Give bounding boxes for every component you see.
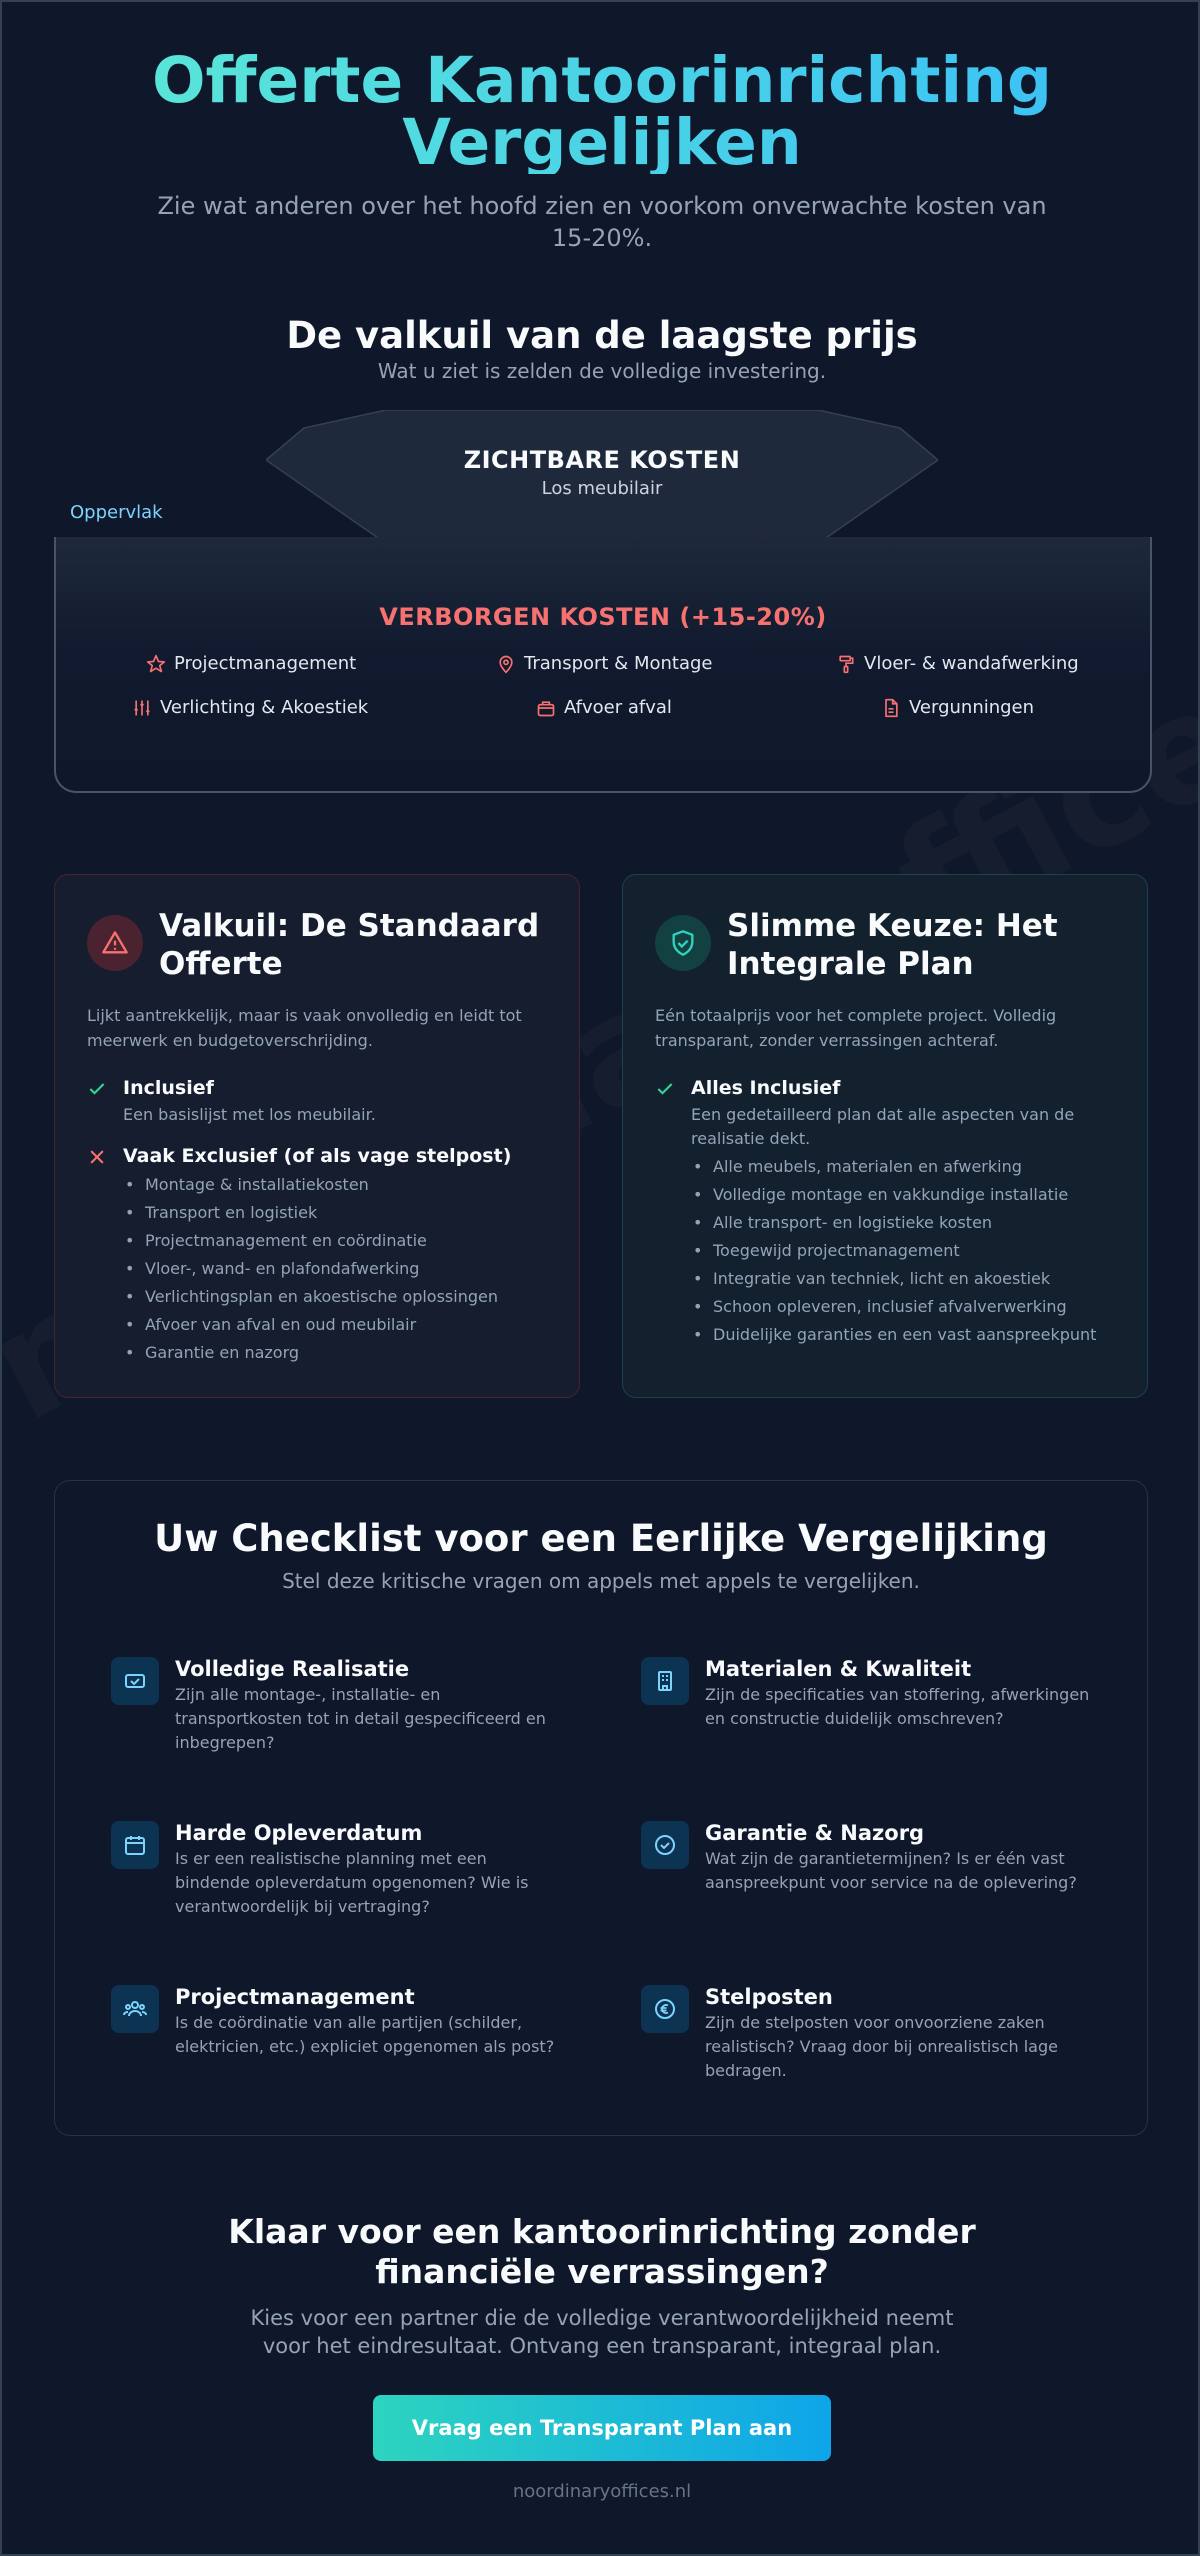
visible-costs-title: ZICHTBARE KOSTEN — [463, 446, 741, 474]
calendar-icon — [123, 1833, 147, 1857]
excluded-item: • Montage & installatiekosten — [123, 1171, 498, 1199]
footer-site[interactable]: noordinaryoffices.nl — [512, 2481, 692, 2502]
hidden-cost-label: Afvoer afval — [564, 697, 672, 718]
excluded-list — [123, 1171, 498, 1367]
team-icon — [123, 1997, 147, 2021]
cross-icon — [87, 1147, 107, 1167]
checklist-item-title: Stelposten — [705, 1985, 833, 2009]
excluded-item: • Transport en logistiek — [123, 1199, 498, 1227]
card-icon-wrap — [87, 915, 143, 971]
hidden-cost-label: Transport & Montage — [524, 653, 713, 674]
checklist-item-title: Harde Opleverdatum — [175, 1821, 423, 1845]
location-pin-icon — [496, 654, 516, 674]
checklist-icon-wrap — [111, 1821, 159, 1869]
included-sub: Een basislijst met los meubilair. — [123, 1105, 376, 1124]
integral-plan-card — [622, 874, 1148, 1398]
hidden-costs-title: VERBORGEN KOSTEN (+15-20%) — [379, 603, 827, 631]
hidden-cost-label: Vloer- & wandafwerking — [864, 653, 1079, 674]
iceberg-tip-shape — [266, 410, 938, 540]
included-sub: Een gedetailleerd plan dat alle aspecten van de realisatie dekt. — [691, 1105, 1075, 1148]
excluded-item: • Afvoer van afval en oud meubilair — [123, 1311, 498, 1339]
checklist-icon-wrap — [111, 1657, 159, 1705]
included-item: • Integratie van techniek, licht en akoestiek — [691, 1265, 1096, 1293]
checklist-item-text: Zijn de stelposten voor onvoorziene zaken realistisch? Vraag door bij onrealistisch lage bedragen. — [705, 2013, 1058, 2080]
checklist-item-text: Zijn de specificaties van stoffering, afwerkingen en constructie duidelijk omschreven? — [705, 1685, 1090, 1728]
included-item: • Toegewijd projectmanagement — [691, 1237, 1096, 1265]
card-title: Valkuil: De Standaard Offerte — [159, 908, 540, 982]
included-item: • Duidelijke garanties en een vast aanspreekpunt — [691, 1321, 1096, 1349]
checklist-item-title: Volledige Realisatie — [175, 1657, 410, 1681]
hero-title: Offerte Kantoorinrichting Vergelijken — [2, 50, 1200, 174]
included-list — [691, 1153, 1096, 1349]
checklist-icon-wrap — [111, 1985, 159, 2033]
checklist-item-title: Materialen & Kwaliteit — [705, 1657, 972, 1681]
hidden-cost-label: Verlichting & Akoestiek — [160, 697, 369, 718]
card-description: Lijkt aantrekkelijk, maar is vaak onvolledig en leidt tot meerwerk en budgetoverschrijding. — [87, 1006, 522, 1050]
pitfall-title: De valkuil van de laagste prijs — [286, 314, 918, 357]
surface-label: Oppervlak — [70, 502, 163, 523]
included-item: • Alle transport- en logistieke kosten — [691, 1209, 1096, 1237]
excluded-head: Vaak Exclusief (of als vage stelpost) — [123, 1145, 512, 1167]
hidden-cost-item — [146, 653, 356, 674]
visible-costs-sub: Los meubilair — [541, 478, 663, 499]
checkmark-icon — [655, 1079, 675, 1099]
checklist-icon-wrap — [641, 1821, 689, 1869]
bin-icon — [536, 698, 556, 718]
check-circle-icon — [653, 1833, 677, 1857]
hidden-cost-item — [132, 697, 368, 718]
included-item: • Volledige montage en vakkundige installatie — [691, 1181, 1096, 1209]
cta-title: Klaar voor een kantoorinrichting zonder financiële verrassingen? — [228, 2212, 976, 2291]
hidden-cost-label: Projectmanagement — [174, 653, 357, 674]
checklist-item-text: Is de coördinatie van alle partijen (schilder, elektricien, etc.) expliciet opgenomen als post? — [175, 2013, 555, 2056]
hidden-cost-item — [496, 653, 712, 674]
pitfall-subtitle: Wat u ziet is zelden de volledige investering. — [377, 359, 827, 383]
excluded-item: • Verlichtingsplan en akoestische oplossingen — [123, 1283, 498, 1311]
checklist-item-title: Garantie & Nazorg — [705, 1821, 925, 1845]
paint-roller-icon — [836, 654, 856, 674]
included-head: Alles Inclusief — [691, 1077, 841, 1099]
card-icon-wrap — [655, 915, 711, 971]
included-head: Inclusief — [123, 1077, 214, 1099]
excluded-item: • Garantie en nazorg — [123, 1339, 498, 1367]
checklist-subtitle: Stel deze kritische vragen om appels met appels te vergelijken. — [282, 1569, 920, 1593]
hidden-cost-item — [881, 697, 1034, 718]
checklist-icon-wrap — [641, 1985, 689, 2033]
checkmark-icon — [87, 1079, 107, 1099]
truck-check-icon — [123, 1669, 147, 1693]
checklist-item-text: Wat zijn de garantietermijnen? Is er één vast aanspreekpunt voor service na de oplevering? — [705, 1849, 1077, 1892]
card-title: Slimme Keuze: Het Integrale Plan — [727, 908, 1058, 982]
warning-triangle-icon — [101, 929, 129, 957]
sliders-icon — [132, 698, 152, 718]
checklist-title: Uw Checklist voor een Eerlijke Vergelijking — [154, 1517, 1048, 1560]
euro-coin-icon — [653, 1997, 677, 2021]
included-item: • Schoon opleveren, inclusief afvalverwerking — [691, 1293, 1096, 1321]
hidden-costs-panel — [54, 537, 1152, 793]
excluded-item: • Vloer-, wand- en plafondafwerking — [123, 1255, 498, 1283]
cta-subtitle: Kies voor een partner die de volledige verantwoordelijkheid neemt voor het eindresultaat. Ontvang een transparant, integraal plan. — [250, 2306, 954, 2358]
excluded-item: • Projectmanagement en coördinatie — [123, 1227, 498, 1255]
card-description: Eén totaalprijs voor het complete project. Volledig transparant, zonder verrassingen achteraf. — [655, 1006, 1057, 1050]
building-icon — [653, 1669, 677, 1693]
document-icon — [881, 698, 901, 718]
standard-offer-card — [54, 874, 580, 1398]
checklist-panel — [54, 1480, 1148, 2136]
included-item: • Alle meubels, materialen en afwerking — [691, 1153, 1096, 1181]
hero-subtitle: Zie wat anderen over het hoofd zien en voorkom onverwachte kosten van 15-20%. — [157, 192, 1047, 252]
star-icon — [146, 654, 166, 674]
checklist-item-title: Projectmanagement — [175, 1985, 415, 2009]
checklist-item-text: Zijn alle montage-, installatie- en transportkosten tot in detail gespecificeerd en inbegrepen? — [175, 1685, 546, 1752]
shield-check-icon — [669, 929, 697, 957]
checklist-icon-wrap — [641, 1657, 689, 1705]
hidden-cost-label: Vergunningen — [909, 697, 1035, 718]
request-plan-button[interactable]: Vraag een Transparant Plan aan — [373, 2395, 831, 2461]
hidden-cost-item — [836, 653, 1079, 674]
hidden-cost-item — [536, 697, 672, 718]
checklist-item-text: Is er een realistische planning met een bindende opleverdatum opgenomen? Wie is verantwoordelijk bij vertraging? — [175, 1849, 529, 1916]
